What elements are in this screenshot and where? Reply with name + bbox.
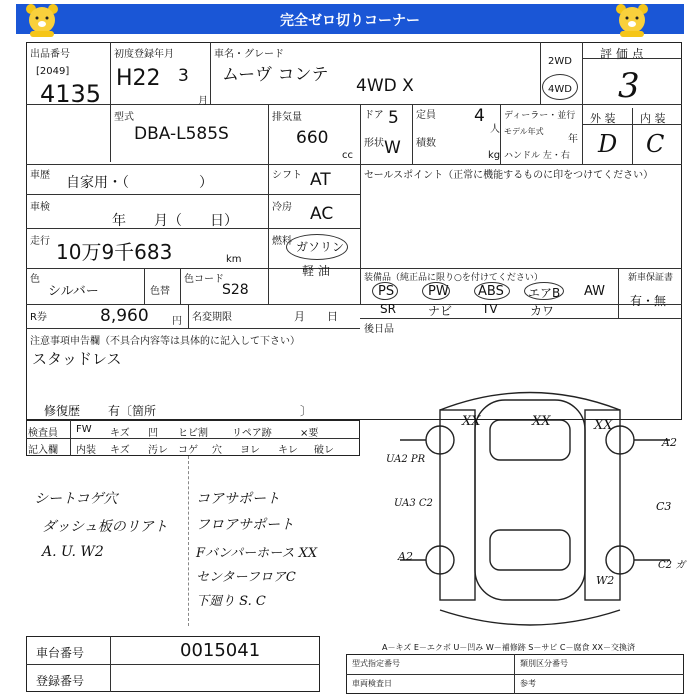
equip-aw: AW (584, 284, 606, 299)
equip-ps: PS (378, 284, 395, 299)
bear-mascot-icon (22, 2, 62, 38)
color-code-label: 色コード (184, 274, 224, 285)
hand-note-1: シートコゲ穴 (34, 491, 118, 507)
int-label: 内 装 (640, 112, 666, 125)
notes-label: 注意事項申告欄（不具合内容等は具体的に記入して下さい） (30, 336, 300, 347)
inspection-label: 車検 (30, 202, 50, 213)
equip-navi: ナビ (428, 304, 453, 318)
ac-value: AC (310, 204, 334, 224)
handle-label: ハンドル 左・右 (504, 151, 570, 161)
int-score: C (646, 130, 665, 158)
year-unit: 年 (568, 134, 578, 145)
doors-value: 5 (388, 108, 399, 128)
shape-label: 形状 (364, 138, 384, 149)
diagram-mark-10: W2 (596, 574, 615, 587)
shape-value: W (384, 138, 401, 158)
check-interior: 内装 (76, 445, 96, 456)
registration-label: 登録番号 (36, 674, 85, 688)
first-reg-year: H22 (116, 66, 161, 91)
car-grade: 4WD X (356, 76, 414, 96)
form-label-3: 車両検査日 (352, 679, 392, 688)
hand-note-2: ダッシュ板のリアト (42, 519, 168, 535)
warranty-label: 新車保証書 (628, 273, 674, 283)
equip-abs: ABS (478, 284, 504, 299)
lot-sub: [2049] (36, 66, 70, 77)
displacement-unit: cc (342, 150, 353, 161)
first-reg-month: 3 (178, 66, 189, 86)
diagram-mark-3: XX (594, 418, 613, 433)
capacity-value: 4 (474, 106, 485, 126)
diagram-mark-9: C2 ガ (658, 560, 686, 571)
check-wrinkle: ヨレ (240, 445, 260, 456)
header-bar (16, 4, 684, 34)
usage-label: 車歴 (30, 170, 50, 181)
load-unit: kg (488, 150, 501, 161)
fuel-label: 燃料 (272, 236, 292, 247)
form-label-1: 型式指定番号 (352, 659, 400, 668)
check-burn: コゲ (178, 445, 198, 456)
equip-pw: PW (428, 284, 449, 299)
lot-number: 4135 (40, 80, 102, 108)
damage-note-4: センターフロアC (196, 570, 296, 585)
ac-label: 冷房 (272, 202, 292, 213)
load-label: 積数 (416, 138, 436, 149)
car-label: 車名・グレード (214, 49, 284, 60)
bear-mascot-icon (612, 2, 652, 38)
first-reg-month-unit: 月 (198, 96, 208, 107)
first-reg-label: 初度登録年月 (114, 49, 174, 60)
recycle-value: 8,960 (100, 306, 149, 326)
shift-value: AT (310, 170, 331, 190)
check-needs: ×要 (300, 428, 319, 439)
model-year-label: モデル年式 (504, 127, 544, 136)
diagram-mark-6: UA3 C2 (394, 498, 433, 509)
chassis-label: 車台番号 (36, 646, 85, 660)
drive-2wd: 2WD (548, 56, 572, 67)
repair-value: 有〔箇所 〕 (108, 404, 313, 418)
check-crack: ヒビ割 (178, 428, 208, 439)
diagram-mark-7: C3 (656, 500, 672, 513)
chassis-value: 0015041 (180, 640, 261, 661)
check-row1-label: 検査員 (28, 428, 58, 439)
equip-leather: カワ (530, 304, 555, 318)
mileage-value: 10万9千683 (56, 240, 173, 264)
expiry-value: 月 日 (294, 310, 338, 323)
equip-sr: SR (380, 302, 396, 316)
equip-tv: TV (482, 302, 498, 316)
check-fw: FW (76, 424, 92, 435)
check-dirt: 汚レ (148, 445, 168, 456)
equip-airbag: エアB (528, 286, 561, 300)
model-label: 型式 (114, 112, 134, 123)
warranty-value: 有・無 (630, 294, 667, 308)
check-cut: キレ (278, 445, 298, 456)
check-row2-label: 記入欄 (28, 445, 58, 456)
color-label: 色 (30, 274, 40, 285)
hand-note-3: A. U. W2 (42, 544, 104, 560)
tone-label: 色替 (150, 286, 170, 297)
repair-label: 修復歴 (44, 404, 81, 418)
capacity-unit: 人 (490, 124, 500, 135)
equip-label: 装備品（純正品に限り○を付けてください） (364, 273, 543, 283)
inspection-value: 年 月（ 日） (112, 213, 238, 229)
displacement-label: 排気量 (272, 112, 302, 123)
fuel-diesel: 軽 油 (302, 264, 330, 278)
recycle-label: R券 (30, 312, 47, 323)
mileage-unit: km (226, 254, 242, 265)
score-label: 評 価 点 (600, 47, 644, 61)
check-scratch: キズ (110, 428, 130, 439)
ext-score: D (598, 130, 618, 158)
expiry-label: 名変期限 (192, 312, 232, 323)
color-value: シルバー (48, 284, 99, 299)
check-repair: リペア跡 (232, 428, 272, 439)
drive-4wd: 4WD (548, 84, 572, 95)
check-hole: 穴 (212, 445, 222, 456)
form-label-2: 類別区分番号 (520, 659, 568, 668)
score-value: 3 (618, 66, 640, 106)
check-dent: 凹 (148, 428, 158, 439)
legend: A－キズ E－エクボ U－凹み W－補修跡 S－サビ C－腐食 XX－交換済 (382, 643, 636, 652)
form-label-4: 参考 (520, 679, 536, 688)
ext-label: 外 装 (590, 112, 616, 125)
doors-label: ドア (364, 110, 384, 121)
check-tear: 破レ (314, 445, 334, 456)
damage-note-1: コアサポート (196, 491, 280, 507)
displacement-value: 660 (296, 128, 329, 148)
recycle-unit: 円 (172, 316, 182, 327)
damage-note-3: Fバンパーホース XX (196, 546, 318, 561)
form-frame (26, 42, 682, 420)
sales-label: セールスポイント（正常に機能するものに印をつけてください） (364, 170, 654, 181)
mileage-label: 走行 (30, 236, 50, 247)
diagram-mark-1: XX (462, 414, 481, 429)
diagram-mark-8: A2 (398, 550, 413, 563)
lot-label: 出品番号 (30, 49, 70, 60)
notes-value: スタッドレス (32, 350, 122, 368)
damage-note-2: フロアサポート (196, 517, 294, 533)
damage-note-5: 下廻り S. C (196, 594, 266, 609)
capacity-label: 定員 (416, 110, 436, 121)
diagram-mark-5: UA2 PR (386, 454, 426, 465)
model-value: DBA-L585S (134, 124, 229, 144)
diagram-mark-2: XX (532, 414, 551, 429)
car-name: ムーヴ コンテ (222, 65, 329, 85)
diagram-mark-4: A2 (662, 436, 677, 449)
color-code-value: S28 (222, 282, 249, 298)
shift-label: シフト (272, 170, 302, 181)
usage-value: 自家用・（ ） (66, 175, 213, 191)
fuel-gasoline: ガソリン (296, 240, 345, 254)
dealer-label: ディーラー・並行 (504, 111, 576, 121)
header-title: 完全ゼロ切りコーナー (280, 13, 420, 29)
check-int-scratch: キズ (110, 445, 130, 456)
after-label: 後日品 (364, 324, 394, 335)
